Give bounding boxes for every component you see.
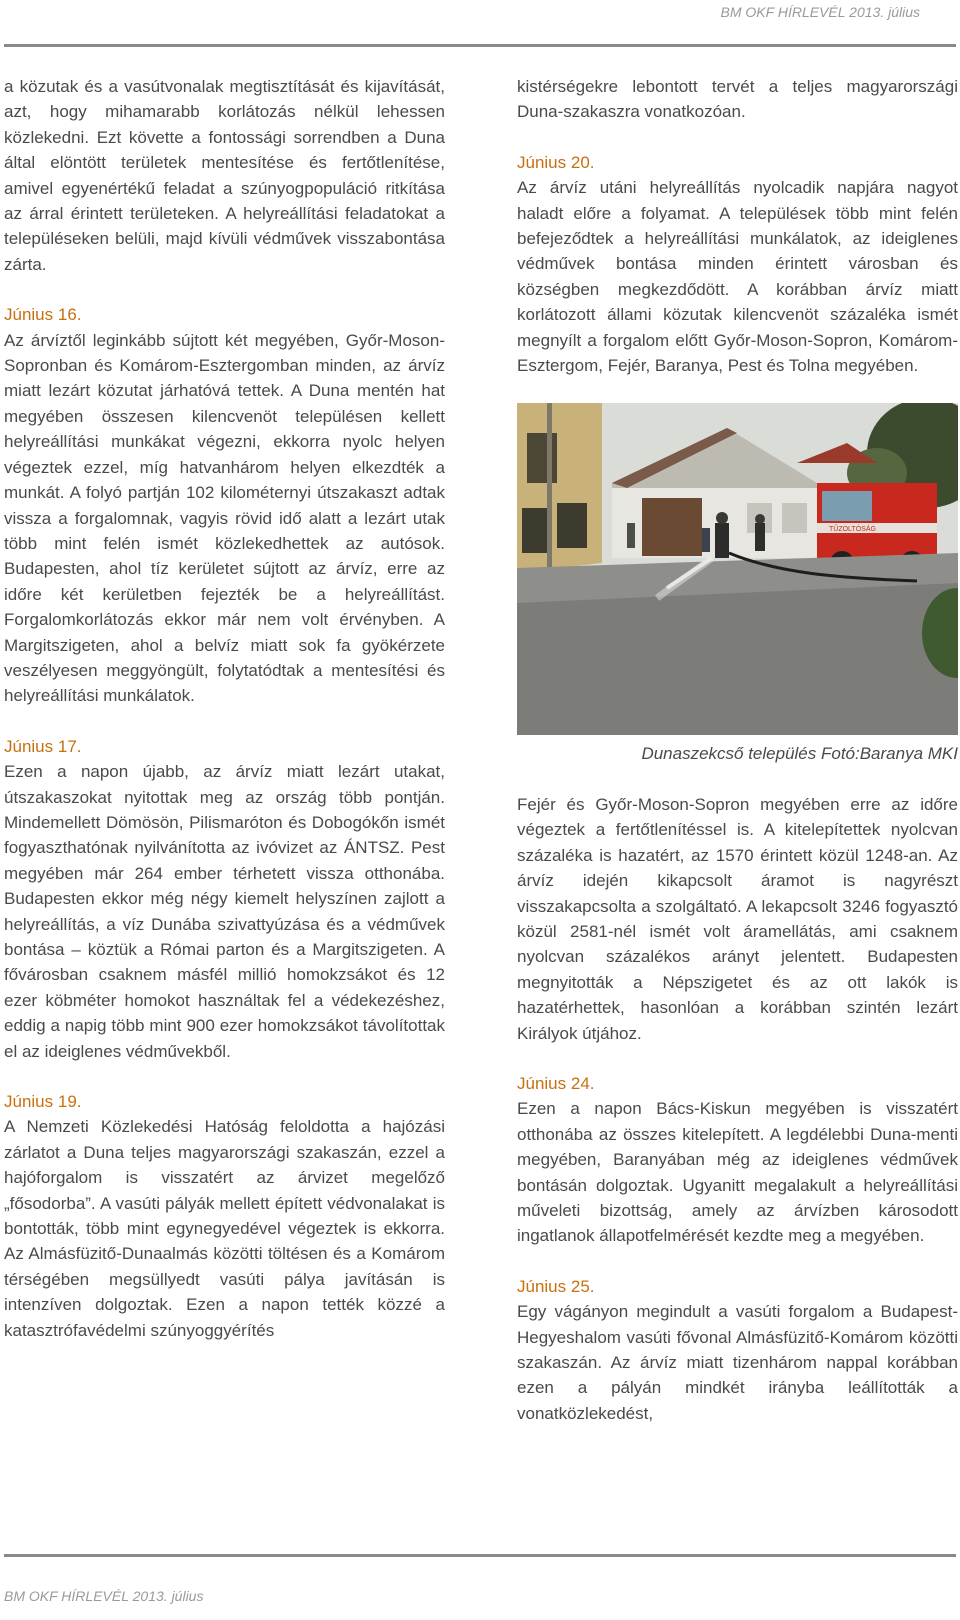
section-date: Június 24. [517,1073,595,1093]
photo-caption: Dunaszekcső település Fotó:Baranya MKI [641,744,958,764]
section-text: A Nemzeti Közlekedési Hatóság feloldotta a hajózási zárlatot a Duna teljes magyarországi szakaszán, ezzel a hajóforgalom is visszatért az árvizet megelőző „fősodorba”. A vasúti pályák mellett épített védvonalakat is bontották, több mint egynegyedével végeztek is ekkorra. Az Almásfüzitő-Dunaalmás közötti töltésen és a Komárom térségében megsüllyedt vasúti pálya javításán is intenzíven dolgoztak. Ezen a napon tették közzé a katasztrófavédelmi szúnyoggyérítés [4,1117,445,1340]
footer-divider [4,1554,956,1557]
section-text: Egy vágányon megindult a vasúti forgalom a Budapest-Hegyeshalom vasúti fővonal Almásfüzitő-Komárom közötti szakaszán. Az árvíz miatt tizenhárom nappal korábban ezen a pályán mindkét irányba leállították a vonatközlekedést, [517,1302,958,1423]
section-date: Június 20. [517,152,595,172]
section-june-19 [4,1089,445,1343]
section-date: Június 17. [4,736,82,756]
section-june-17 [4,734,445,1064]
section-date: Június 19. [4,1092,82,1112]
section-date: Június 25. [517,1276,595,1296]
intro-paragraph: a közutak és a vasútvonalak megtisztítását és kijavítását, azt, hogy mihamarabb korlátozás nélkül lehessen közlekedni. Ezt követte a fontossági sorrendben a Duna által elöntött területek mentesítése és fertőtlenítése, amivel egyenértékű feladat a szúnyogpopuláció ritkítása az árral érintett területeken. A helyreállítási feladatokat a településeken belüli, majd kívüli védművek visszabontása zárta. [4,77,445,274]
newsletter-header: BM OKF HÍRLEVÉL 2013. július [720,4,920,20]
section-june-16 [4,302,445,709]
section-text: Ezen a napon újabb, az árvíz miatt lezárt utakat, útszakaszokat nyitottak meg az ország több pontján. Mindemellett Dömösön, Pilismaróton és Dobogókőn ismét fogyaszthatónak nyilvánította az ivóvizet az ÁNTSZ. Pest megyében már 264 ember térhetett vissza otthonába. Budapesten ekkor még négy kiemelt helyszínen zajlott a helyreállítás, a víz Dunába szivattyúzása és a védművek bontása – köztük a Római parton és a Margitszigeten. A fővárosban csaknem másfél millió homokzsákot és 12 ezer köbméter homokot használtak fel a védekezéshez, eddig a napig több mint 900 ezer homokzsákot távolítottak el az ideiglenes védművekből. [4,762,445,1061]
section-june-24 [517,1071,958,1249]
newsletter-footer: BM OKF HÍRLEVÉL 2013. július [4,1588,204,1604]
fire-truck-lettering: TŰZOLTÓSÁG [829,526,876,534]
news-photo [517,403,958,735]
section-text: Az árvíztől leginkább sújtott két megyében, Győr-Moson-Sopronban és Komárom-Esztergomban minden, az árvíz miatt lezárt közutat járhatóvá tettek. A Duna mentén hat megyében összesen kilencvenöt településen kellett helyreállítási munkákat végezni, ekkorra nyolc helyen végeztek ezzel, míg hatvanhárom helyen elkezdték a munkát. A folyó partján 102 kilométernyi útszakaszt adtak vissza a forgalomnak, vagyis rövid idő alatt a lezárt utak több mint felén ismét közlekedhettek az autósok. Budapesten, ahol tíz kerületet sújtott az árvíz, erre az időre két kerületben fejezték be a helyreállítást. Forgalomkorlátozás ekkor már nem volt érvényben. A Margitszigeten, ahol a belvíz miatt sok fa gyökérzete veszélyesen meggyöngült, folytatódtak a mentesítési és helyreállítási munkálatok. [4,330,445,706]
section-date: Június 16. [4,305,82,325]
after-photo-paragraph: Fejér és Győr-Moson-Sopron megyében erre az időre végeztek a fertőtlenítéssel is. A kitelepítettek nyolcvan százaléka is hazatért, az 1570 érintett közül 1248-an. Az árvíz idején kikapcsolt áramot is nagyrészt visszakapcsolta a szolgáltató. A lekapcsolt 3246 fogyasztó közül 2581-nél ismét volt áramellátás, ami csaknem nyolcvan százalékos arányt jelentett. Budapesten megnyitották a Népszigetet és az ott lakók is hazatérhettek, hasonlóan a korábban szintén lezárt Királyok útjához. [517,794,958,1043]
header-divider [4,44,956,47]
section-june-20 [517,150,958,379]
left-column [4,74,445,1368]
section-text: Ezen a napon Bács-Kiskun megyében is visszatért otthonába az összes kitelepített. A legdélebbi Duna-menti megyében, Baranyában még az ideiglenes védművek bontásán dolgoztak. Ugyanitt megalakult a helyreállítási műveleti bizottság, amely az árvízben károsodott ingatlanok állapotfelmérését kezdte meg a megyében. [517,1099,958,1246]
continued-paragraph: kistérségekre lebontott tervét a teljes magyarországi Duna-szakaszra vonatkozóan. [517,77,958,122]
section-text: Az árvíz utáni helyreállítás nyolcadik napjára nagyot haladt előre a folyamat. A települések több mint felén befejeződtek a helyreállítási munkálatok, az ideiglenes védművek bontása minden érintett városban és községben megkezdődött. A korábban árvíz miatt korlátozott állami közutak kilencvenöt százaléka ismét megnyílt a forgalom előtt Győr-Moson-Sopron, Komárom-Esztergom, Fejér, Baranya, Pest és Tolna megyében. [517,178,958,376]
section-june-25 [517,1274,958,1426]
right-column [517,74,958,1451]
